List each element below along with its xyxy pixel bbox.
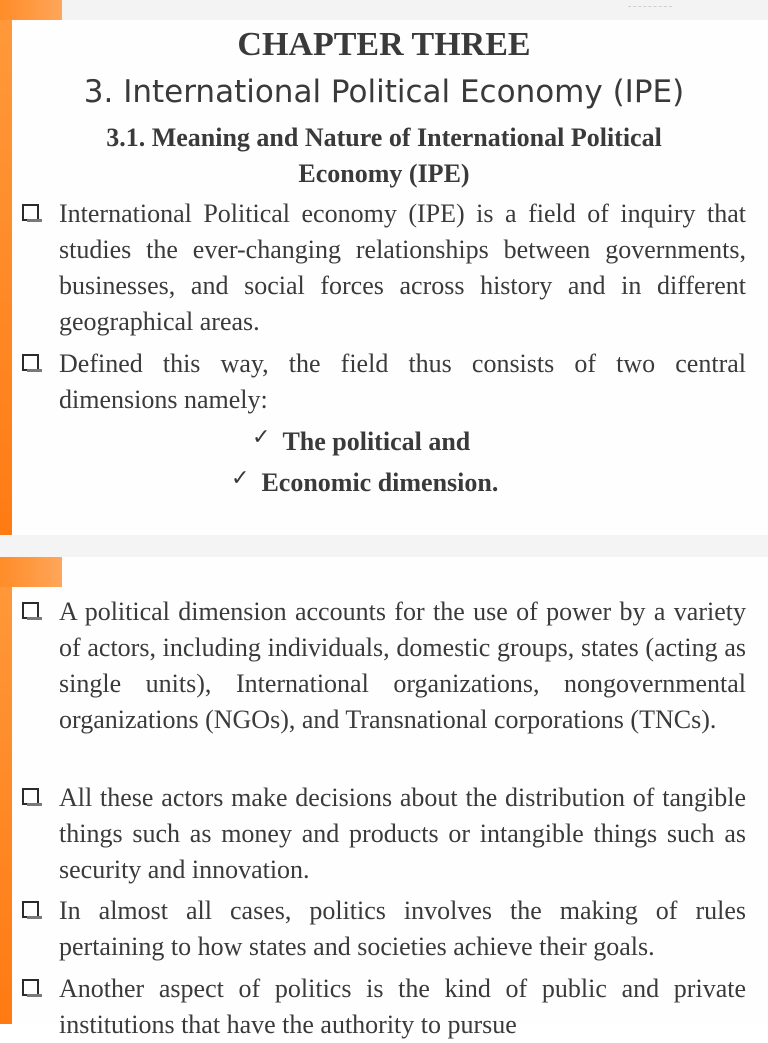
bullet-item	[22, 780, 746, 888]
bullet-text: All these actors make decisions about the distribution of tangible things such as money and products or intangible things such as security and innovation.	[59, 783, 746, 884]
bullet-item	[22, 196, 746, 340]
bullet-text: Another aspect of politics is the kind of public and private institutions that have the authority to pursue	[59, 974, 746, 1039]
dimension-label: Economic dimension.	[261, 468, 499, 497]
bullet-text: International Political economy (IPE) is a field of inquiry that studies the ever-changing relationships between governments, businesses, and social forces across history and in different geographical areas.	[59, 199, 746, 336]
square-bullet-icon	[22, 354, 39, 371]
section-title: 3. International Political Economy (IPE)	[83, 74, 685, 110]
corner-decoration	[628, 6, 672, 7]
bullet-item	[22, 893, 746, 965]
check-icon: ✓	[231, 466, 250, 491]
top-band	[0, 0, 768, 20]
bullet-item	[22, 346, 746, 418]
bottom-band	[0, 535, 768, 557]
bullet-text: In almost all cases, politics involves the making of rules pertaining to how states and societies achieve their goals.	[59, 896, 746, 961]
bullet-text: A political dimension accounts for the use of power by a variety of actors, including individuals, domestic groups, states (acting as single units), International organizations, nongovernmental organizations (NGOs), and Transnational corporations (TNCs).	[59, 597, 746, 734]
square-bullet-icon	[22, 901, 39, 918]
check-icon: ✓	[252, 425, 271, 450]
dimension-item-economic	[231, 465, 498, 503]
square-bullet-icon	[22, 602, 39, 619]
subsection-title: 3.1. Meaning and Nature of International Political Economy (IPE)	[106, 123, 662, 188]
accent-tab	[0, 557, 62, 587]
square-bullet-icon	[22, 788, 39, 805]
dimension-item-political	[252, 424, 470, 462]
slide-2	[0, 557, 768, 1039]
square-bullet-icon	[22, 204, 39, 221]
bullet-item	[22, 594, 746, 738]
chapter-title: CHAPTER THREE	[237, 26, 531, 63]
square-bullet-icon	[22, 979, 39, 996]
accent-tab	[0, 0, 62, 20]
bullet-item	[22, 971, 746, 1043]
dimension-label: The political and	[282, 427, 471, 456]
bullet-text: Defined this way, the field thus consists of two central dimensions namely:	[59, 349, 746, 414]
accent-bar	[0, 557, 12, 1024]
